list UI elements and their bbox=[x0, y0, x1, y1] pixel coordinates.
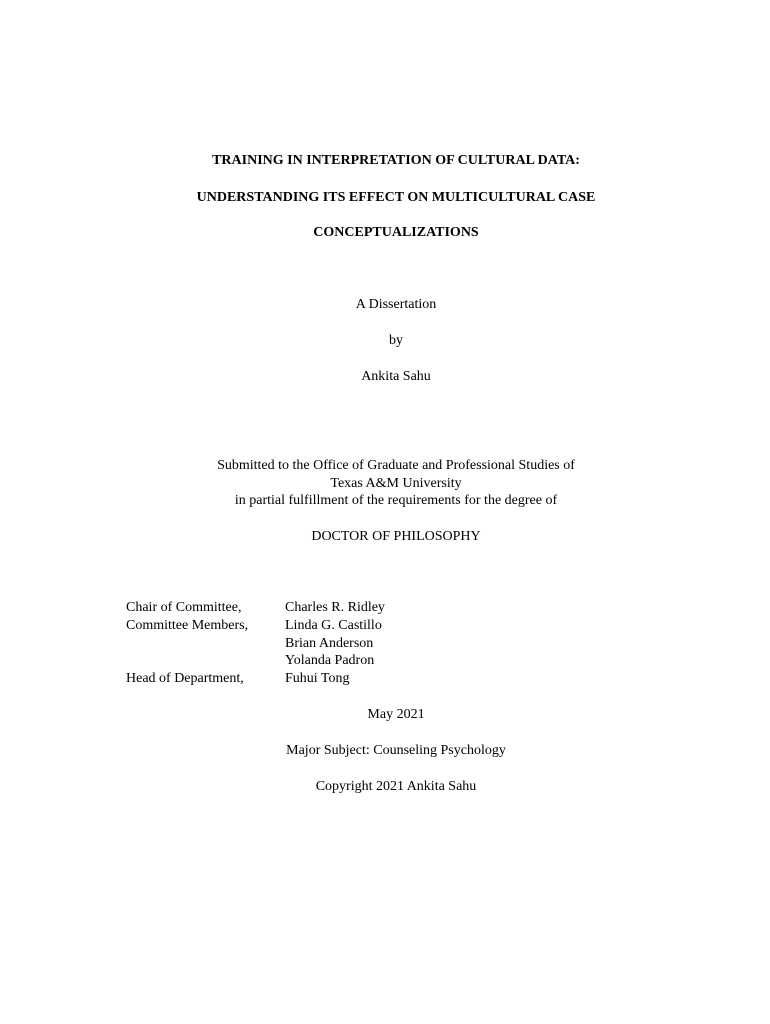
committee-member-name: Brian Anderson bbox=[285, 635, 374, 651]
committee-row bbox=[126, 652, 385, 670]
committee-row bbox=[126, 670, 385, 688]
title-line-2: UNDERSTANDING ITS EFFECT ON MULTICULTURAL CASE bbox=[196, 190, 596, 205]
committee-member-name: Linda G. Castillo bbox=[285, 617, 382, 633]
committee-member-name: Yolanda Padron bbox=[285, 653, 375, 669]
committee-row bbox=[126, 635, 385, 653]
committee-member-name: Fuhui Tong bbox=[285, 671, 350, 687]
submission-line-3: in partial fulfillment of the requirements for the degree of bbox=[234, 493, 558, 508]
document-type: A Dissertation bbox=[355, 297, 437, 312]
date: May 2021 bbox=[367, 707, 425, 722]
copyright: Copyright 2021 Ankita Sahu bbox=[315, 779, 477, 794]
committee-role bbox=[126, 652, 285, 670]
submission-line-1: Submitted to the Office of Graduate and Professional Studies of bbox=[217, 458, 575, 473]
submission-line-2: Texas A&M University bbox=[330, 476, 462, 491]
committee-role bbox=[126, 635, 285, 653]
major-subject: Major Subject: Counseling Psychology bbox=[286, 743, 506, 758]
committee-role: Committee Members, bbox=[126, 617, 249, 633]
committee-role: Chair of Committee, bbox=[126, 600, 242, 615]
title-line-3: CONCEPTUALIZATIONS bbox=[313, 225, 479, 240]
author-name: Ankita Sahu bbox=[361, 369, 431, 384]
title-line-1: TRAINING IN INTERPRETATION OF CULTURAL DATA: bbox=[212, 153, 580, 168]
by-text: by bbox=[389, 333, 403, 348]
committee-member-name: Charles R. Ridley bbox=[285, 600, 385, 615]
degree: DOCTOR OF PHILOSOPHY bbox=[311, 529, 481, 544]
committee-row bbox=[126, 617, 385, 635]
committee-list bbox=[126, 599, 385, 688]
committee-row bbox=[126, 599, 385, 617]
committee-role: Head of Department, bbox=[126, 671, 244, 687]
